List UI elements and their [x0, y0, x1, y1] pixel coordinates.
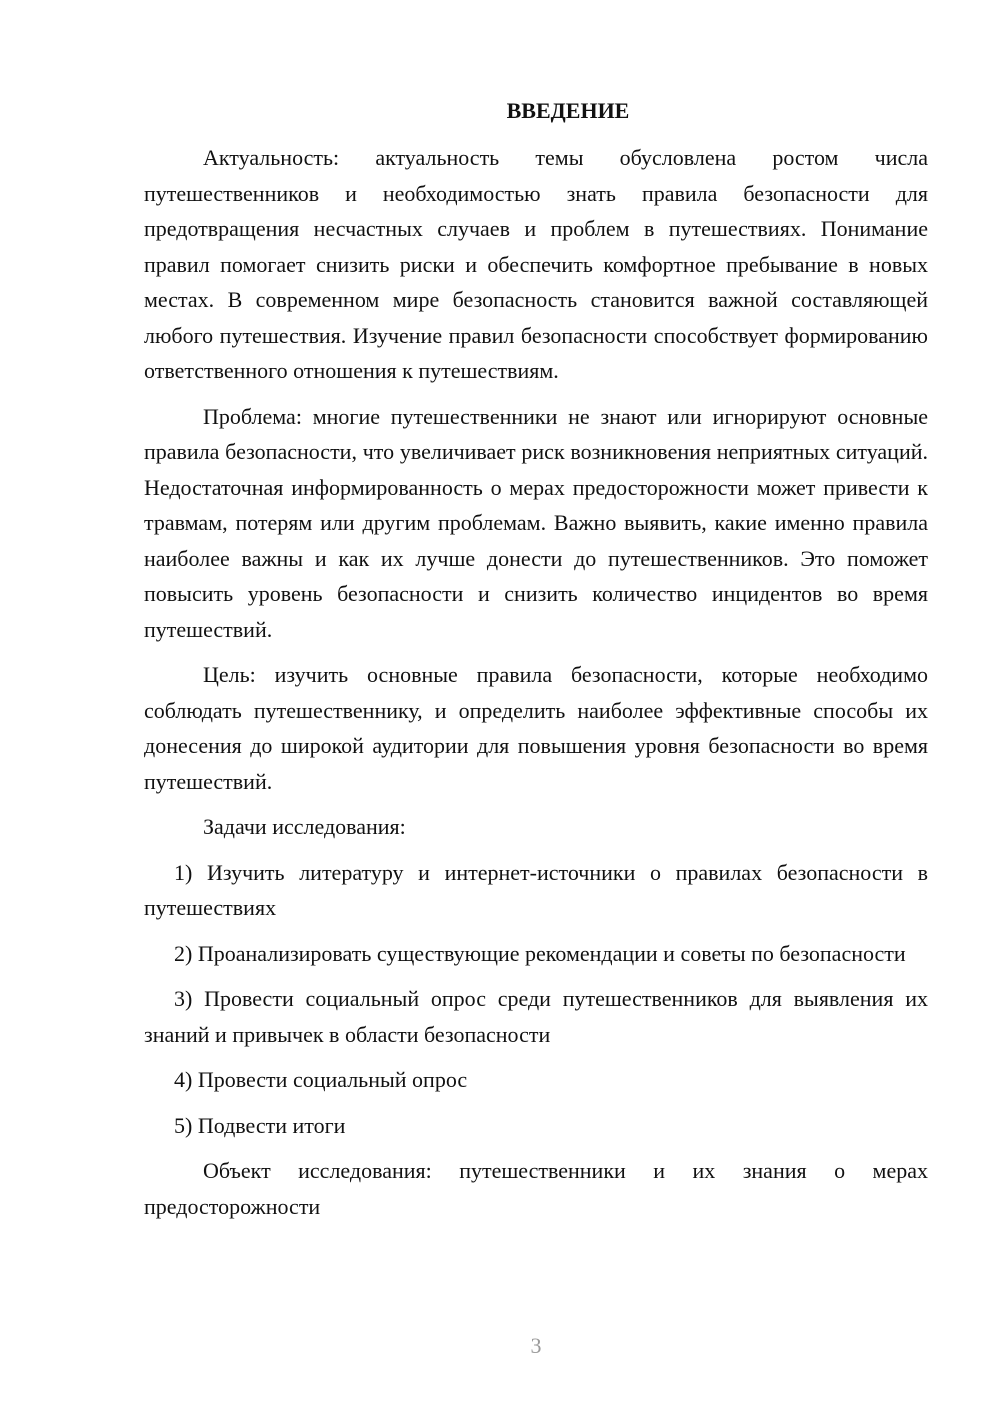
task-item-2: 2) Проанализировать существующие рекомендации и советы по безопасности — [174, 940, 906, 966]
object-paragraph: Объект исследования: путешественники и их знания о мерах предосторожности — [144, 1158, 928, 1219]
tasks-heading: Задачи исследования: — [203, 814, 406, 839]
relevance-paragraph: Актуальность: актуальность темы обусловлена ростом числа путешественников и необходимостью знать правила безопасности для предотвращения несчастных случаев и проблем в путешествиях. Понимание правил помогает снизить риски и обеспечить комфортное пребывание в новых местах. В современном мире безопасность становится важной составляющей любого путешествия. Изучение правил безопасности способствует формированию ответственного отношения к путешествиям. — [144, 145, 928, 383]
document-body — [144, 94, 928, 1234]
page-number: 3 — [530, 1333, 542, 1358]
task-item-5: 5) Подвести итоги — [174, 1112, 346, 1138]
task-item-1: 1) Изучить литературу и интернет-источники о правилах безопасности в путешествиях — [144, 859, 928, 920]
task-item-4: 4) Провести социальный опрос — [174, 1067, 468, 1092]
goal-paragraph: Цель: изучить основные правила безопасности, которые необходимо соблюдать путешественнику, и определить наиболее эффективные способы их донесения до широкой аудитории для повышения уровня безопасности во время путешествий. — [144, 662, 928, 794]
document-title: ВВЕДЕНИЕ — [506, 98, 630, 123]
problem-paragraph: Проблема: многие путешественники не знают или игнорируют основные правила безопасности, что увеличивает риск возникновения неприятных ситуаций. Недостаточная информированность о мерах предосторожности может привести к травмам, потерям или другим проблемам. Важно выявить, какие именно правила наиболее важны и как их лучше донести до путешественников. Это поможет повысить уровень безопасности и снизить количество инцидентов во время путешествий. — [144, 403, 928, 642]
task-item-3: 3) Провести социальный опрос среди путешественников для выявления их знаний и привычек в области безопасности — [144, 986, 928, 1047]
